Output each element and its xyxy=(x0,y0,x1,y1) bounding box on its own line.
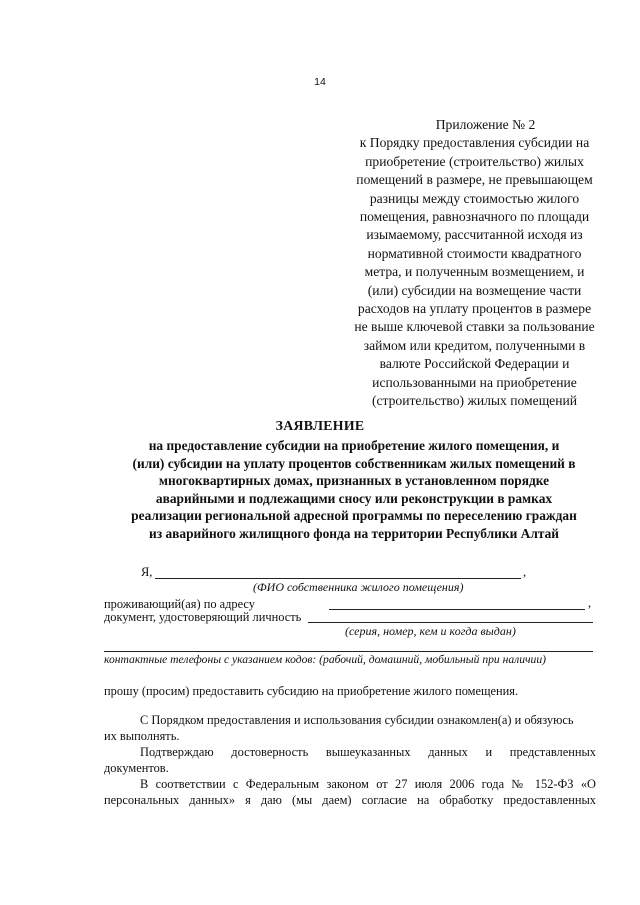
subtitle-line: на предоставление субсидии на приобретение жилого помещения, и xyxy=(148,438,560,453)
paragraph-line: С Порядком предоставления и использования субсидии ознакомлен(а) и обязуюсь xyxy=(140,713,574,727)
subtitle-line: из аварийного жилищного фонда на территории Республики Алтай xyxy=(149,525,559,541)
annex-line: нормативной стоимости квадратного xyxy=(367,245,582,261)
fio-comma: , xyxy=(523,565,527,579)
paragraph-line: документов. xyxy=(104,761,169,775)
annex-line: (строительство) жилых помещений xyxy=(371,393,578,409)
phones-hint: контактные телефоны с указанием кодов: (рабочий, домашний, мобильный при наличии) xyxy=(104,653,546,666)
paragraph-line: персональных данных» я даю (мы даем) согласие на обработку предоставленных xyxy=(104,793,596,807)
document-hint: (серия, номер, кем и когда выдан) xyxy=(345,624,516,638)
paragraph-line: В соответствии с Федеральным законом от 27 июля 2006 года № 152-ФЗ «О xyxy=(140,777,596,791)
phones-input-line[interactable] xyxy=(104,651,593,652)
subtitle-line: реализации региональной адресной программы по переселению граждан xyxy=(131,508,577,524)
annex-line: займом или кредитом, полученными в xyxy=(363,337,586,353)
document-title: ЗАЯВЛЕНИЕ xyxy=(275,418,365,433)
annex-line: не выше ключевой ставки за пользование xyxy=(354,319,595,335)
annex-line: изымаемому, рассчитанной исходя из xyxy=(366,227,583,243)
annex-title: Приложение № 2 xyxy=(435,117,536,132)
document-input-line[interactable] xyxy=(308,622,593,623)
fio-input-line[interactable] xyxy=(155,578,521,579)
address-input-line[interactable] xyxy=(329,609,585,610)
annex-line: валюте Российской Федерации и xyxy=(379,356,570,372)
annex-line: расходов на уплату процентов в размере xyxy=(357,301,592,317)
request-text: прошу (просим) предоставить субсидию на приобретение жилого помещения. xyxy=(104,684,519,698)
paragraph-personal-data xyxy=(104,776,596,808)
subtitle-line: (или) субсидии на уплату процентов собственникам жилых помещений в xyxy=(132,455,576,471)
annex-line: к Порядку предоставления субсидии на xyxy=(359,135,590,151)
annex-line: приобретение (строительство) жилых xyxy=(365,153,584,169)
fio-hint: (ФИО собственника жилого помещения) xyxy=(253,580,464,594)
paragraph-line: Подтверждаю достоверность вышеуказанных данных и представленных xyxy=(140,745,596,759)
annex-line: (или) субсидии на возмещение части xyxy=(367,282,582,298)
annex-header xyxy=(332,116,617,411)
subtitle-line: многоквартирных домах, признанных в установленном порядке xyxy=(158,473,550,489)
annex-line: разницы между стоимостью жилого xyxy=(369,190,580,206)
address-label: проживающий(ая) по адресу xyxy=(104,597,255,611)
paragraph-acknowledgement xyxy=(104,712,596,744)
subtitle-line: аварийными и подлежащими сносу или реконструкции в рамках xyxy=(155,490,553,506)
annex-line: помещения, равнозначного по площади xyxy=(359,209,590,225)
annex-line: метра, и полученным возмещением, и xyxy=(364,264,585,280)
annex-line: помещений в размере, не превышающем xyxy=(356,172,593,188)
paragraph-confirmation xyxy=(104,744,596,776)
address-comma: , xyxy=(588,596,592,610)
document-label: документ, удостоверяющий личность xyxy=(104,610,302,624)
document-subtitle xyxy=(104,437,604,543)
page-number: 14 xyxy=(314,76,326,88)
paragraph-line: их выполнять. xyxy=(104,729,180,743)
fio-label: Я, xyxy=(141,565,153,579)
annex-line: использованными на приобретение xyxy=(372,374,577,390)
